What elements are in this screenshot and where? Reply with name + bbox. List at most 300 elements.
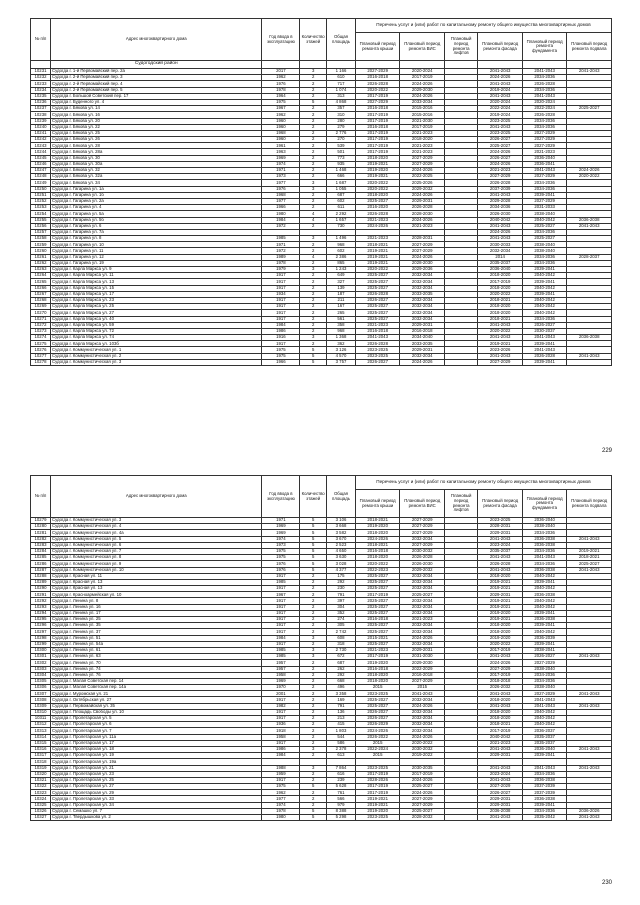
table-cell: 2019-2020 <box>355 168 400 174</box>
table-cell: 10318 <box>31 759 51 765</box>
table-cell: Судогда г. Карла Маркса ул. 40 <box>51 316 262 322</box>
table-cell: 2032-2034 <box>400 579 445 585</box>
header-area: Общая площадь <box>327 19 356 61</box>
table-cell: 2 <box>300 753 327 759</box>
table-cell: 10295 <box>31 617 51 623</box>
table-cell: 2020-2022 <box>478 641 523 647</box>
table-cell: Судогда г. Бякова ул. 22 <box>51 124 262 130</box>
table-cell: 2022-2024 <box>478 106 523 112</box>
table-cell: Судогда г. Бякова ул. 14 <box>51 106 262 112</box>
table-cell: 2019-2021 <box>355 802 400 808</box>
table-cell: 1969 <box>262 524 300 530</box>
table-cell: Судогда г. Гагарина ул. 4 <box>51 205 262 211</box>
table-cell: 2 <box>300 777 327 783</box>
table-cell: 2 <box>300 341 327 347</box>
table-cell: 10315 <box>31 740 51 746</box>
table-cell: 2027-2029 <box>522 174 567 180</box>
table-cell: 2026-2030 <box>400 561 445 567</box>
table-cell: 1917 <box>262 316 300 322</box>
table-cell: 1957 <box>262 660 300 666</box>
table-cell: 3 757 <box>327 359 356 365</box>
table-cell: 2024-2026 <box>400 635 445 641</box>
table-cell: 1973 <box>262 174 300 180</box>
table-cell: 2041-2043 <box>478 777 523 783</box>
table-cell: 2041-2043 <box>567 567 612 573</box>
table-cell: 2019-2020 <box>478 635 523 641</box>
table-cell: Судогда г. Карла Маркса ул. 13 <box>51 279 262 285</box>
table-cell: 501 <box>327 149 356 155</box>
table-cell: 2041-2043 <box>567 69 612 75</box>
table-cell: 3 670 <box>327 536 356 542</box>
table-cell: 3 126 <box>327 347 356 353</box>
table-cell: Судогда г. Красная ул. 13 <box>51 586 262 592</box>
table-cell: 10308 <box>31 697 51 703</box>
table-cell: 2025-2027 <box>355 304 400 310</box>
table-cell: Судогда г. Бякова ул. 20 <box>51 118 262 124</box>
table-cell: 175 <box>327 573 356 579</box>
table-cell: 10263 <box>31 267 51 273</box>
table-cell: 2 <box>300 722 327 728</box>
table-cell: 608 <box>327 635 356 641</box>
table-cell: 1984 <box>262 753 300 759</box>
table-cell: 2039-2041 <box>522 610 567 616</box>
table-cell: 2025-2027 <box>355 697 400 703</box>
table-cell: 2041-2043 <box>478 567 523 573</box>
table-cell: Судогда г. Пролетарская ул. 17 <box>51 740 262 746</box>
table-cell: 979 <box>327 802 356 808</box>
table-cell: 2019-2020 <box>355 660 400 666</box>
table-cell: 2031-2033 <box>522 205 567 211</box>
table-cell: 2027-2029 <box>355 69 400 75</box>
table-cell: 561 <box>327 316 356 322</box>
table-cell: 2027-2029 <box>400 518 445 524</box>
table-cell: Судогда г. Пролетарская ул. 25 <box>51 777 262 783</box>
table-cell: 602 <box>327 248 356 254</box>
table-cell: 292 <box>327 579 356 585</box>
header-floors: Количество этажей <box>300 476 327 518</box>
table-cell: 10314 <box>31 734 51 740</box>
table-cell: 2030-2035 <box>400 765 445 771</box>
table-cell: 167 <box>327 304 356 310</box>
table-cell: 2 <box>300 697 327 703</box>
table-cell: 2041-2043 <box>567 815 612 821</box>
table-cell: 2019-2020 <box>478 610 523 616</box>
table-cell: 2018-2018 <box>478 678 523 684</box>
table-cell: 2028-2031 <box>478 524 523 530</box>
table-cell: 2023-2025 <box>355 765 400 771</box>
table-cell: 2041-2043 <box>567 536 612 542</box>
table-cell: 5 <box>300 347 327 353</box>
table-cell: 10287 <box>31 567 51 573</box>
table-cell: 2024-2026 <box>478 161 523 167</box>
table-cell: 10323 <box>31 790 51 796</box>
table-cell: 5 <box>300 815 327 821</box>
table-cell: 1976 <box>262 567 300 573</box>
table-cell: 2029-2036 <box>400 267 445 273</box>
table-cell: 2036-2037 <box>522 728 567 734</box>
table-cell: 2022-2024 <box>355 746 400 752</box>
table-cell: 2015 <box>400 685 445 691</box>
table-cell: 1918 <box>262 728 300 734</box>
table-cell: 2026-2027 <box>355 709 400 715</box>
table-cell: 2041-2043 <box>478 81 523 87</box>
table-cell: 10279 <box>31 518 51 524</box>
header-year: Год ввода в эксплуатацию <box>262 476 300 518</box>
table-cell: 3 028 <box>327 561 356 567</box>
table-cell: 3 106 <box>327 518 356 524</box>
table-cell: 544 <box>327 734 356 740</box>
table-cell: Судогда г. Коммунистическая ул. 2 <box>51 353 262 359</box>
table-cell: 2034-2036 <box>522 229 567 235</box>
table-cell: 1917 <box>262 617 300 623</box>
table-cell: 2032-2034 <box>400 285 445 291</box>
table-cell: 2018-2020 <box>478 273 523 279</box>
table-cell: 3 <box>300 654 327 660</box>
table-cell: 1984 <box>262 635 300 641</box>
table-cell: 2030-2037 <box>522 328 567 334</box>
table-cell: 10259 <box>31 242 51 248</box>
table-cell: Судогда г. Бякова ул. 28 <box>51 143 262 149</box>
table-cell: 1980 <box>262 815 300 821</box>
table-cell: 2041-2043 <box>522 69 567 75</box>
table-cell: Судогда г. Бякова ул. 30а <box>51 161 262 167</box>
table-cell: 761 <box>327 790 356 796</box>
table-cell: 2017-2019 <box>478 279 523 285</box>
table-cell: 10235 <box>31 93 51 99</box>
table-cell: 1917 <box>262 697 300 703</box>
table-cell: 1917 <box>262 610 300 616</box>
table-cell: Судогда г. Малая Советская пер. 14 <box>51 678 262 684</box>
table-cell: Судогда г. Карла Маркса ул. 23 <box>51 297 262 303</box>
table-cell: 2026-2027 <box>522 654 567 660</box>
table-cell: 10300 <box>31 647 51 653</box>
table-cell: 2041-2043 <box>567 746 612 752</box>
table-cell: 2034-2036 <box>522 561 567 567</box>
table-cell: 1984 <box>262 217 300 223</box>
table-cell: 10292 <box>31 598 51 604</box>
table-cell: 2016-2018 <box>355 548 400 554</box>
table-cell: Судогда г. Октябрьская ул. 27 <box>51 697 262 703</box>
table-cell: 10284 <box>31 548 51 554</box>
table-cell: 2022-2029 <box>400 666 445 672</box>
table-cell: 2040-2042 <box>522 573 567 579</box>
table-cell: 2019-2021 <box>478 579 523 585</box>
table-cell: 2039-2041 <box>522 802 567 808</box>
table-cell: 2041-2043 <box>478 322 523 328</box>
table-cell: Судогда г. Большой Советский пер. 17 <box>51 93 262 99</box>
table-cell <box>444 359 477 365</box>
table-cell: 2017-2019 <box>355 130 400 136</box>
table-cell: 2027-2029 <box>400 524 445 530</box>
table-cell: 2032-2034 <box>400 316 445 322</box>
table-cell: 2039-2041 <box>522 579 567 585</box>
header-foundation: Плановый период ремонта фундамента <box>522 33 567 61</box>
table-cell: 2026-2028 <box>400 205 445 211</box>
table-cell: Судогда г. Первомайская ул. 35 <box>51 703 262 709</box>
table-cell: 2025-2027 <box>522 236 567 242</box>
table-cell: 2 <box>300 304 327 310</box>
table-cell: 2034-2036 <box>522 260 567 266</box>
table-cell: 2021-2023 <box>400 223 445 229</box>
table-cell: 2034-2036 <box>522 124 567 130</box>
table-cell: 10276 <box>31 347 51 353</box>
table-cell: 2024-2026 <box>400 703 445 709</box>
table-cell: 2025-2027 <box>355 285 400 291</box>
table-cell: 2021-2023 <box>400 130 445 136</box>
table-cell: 2026-2027 <box>355 716 400 722</box>
table-cell: Судогда г. Ленина ул. 35 <box>51 623 262 629</box>
table-cell: 2027-2029 <box>400 678 445 684</box>
table-cell: 2015-2016 <box>400 106 445 112</box>
table-cell: 2017-2019 <box>478 672 523 678</box>
table-cell: 3 <box>300 335 327 341</box>
table-cell: 10270 <box>31 310 51 316</box>
table-cell: Судогда г. Коммунистическая ул. 5 <box>51 536 262 542</box>
table-cell: 2025-2027 <box>567 561 612 567</box>
table-cell: 10242 <box>31 137 51 143</box>
table-cell: 10272 <box>31 322 51 328</box>
table-cell: 2024-2026 <box>567 168 612 174</box>
table-cell: 791 <box>327 592 356 598</box>
table-cell: 2041-2043 <box>522 765 567 771</box>
table-cell: 2041-2043 <box>567 765 612 771</box>
table-cell: Судогда г. Ленина ул. 54а <box>51 641 262 647</box>
table-cell: 2032-2034 <box>400 610 445 616</box>
table-cell: 2041-2043 <box>522 168 567 174</box>
table-cell: 1988 <box>262 765 300 771</box>
table-cell: 10260 <box>31 248 51 254</box>
table-cell: 2036-2038 <box>522 592 567 598</box>
table-cell: 2029-2031 <box>400 322 445 328</box>
table-cell: 2019-2021 <box>478 604 523 610</box>
header-facade: Плановый период ремонта фасада <box>478 490 523 518</box>
table-cell: Судогда г. Пролетарская ул. 11а <box>51 734 262 740</box>
table-cell: 4 650 <box>327 548 356 554</box>
table-cell: 2018-2020 <box>478 623 523 629</box>
table-cell: 10316 <box>31 746 51 752</box>
table-cell: 2032-2034 <box>478 248 523 254</box>
table-cell: 2040-2042 <box>522 310 567 316</box>
header-year: Год ввода в эксплуатацию <box>262 19 300 61</box>
table-cell: 211 <box>327 297 356 303</box>
table-cell: 1917 <box>262 716 300 722</box>
table-cell: 1960 <box>262 137 300 143</box>
table-cell: 10250 <box>31 186 51 192</box>
table-cell: Судогда г. Коммунистическая ул. 3 <box>51 359 262 365</box>
table-header <box>31 19 612 61</box>
table-cell: 10236 <box>31 99 51 105</box>
table-cell: 2025-2027 <box>355 310 400 316</box>
table-cell: 1917 <box>262 279 300 285</box>
table-cell: 2036-2026 <box>567 808 612 814</box>
table-cell: 566 <box>327 796 356 802</box>
table-cell: 2036-2039 <box>522 635 567 641</box>
table-cell: 1985 <box>262 236 300 242</box>
table-cell: 1971 <box>262 168 300 174</box>
table-cell: 1982 <box>262 703 300 709</box>
table-cell: 672 <box>327 654 356 660</box>
table-cell: 2018-2021 <box>355 518 400 524</box>
table-cell: 2 <box>300 161 327 167</box>
table-cell: 1967 <box>262 106 300 112</box>
table-cell: 2034-2036 <box>522 316 567 322</box>
table-cell: 10244 <box>31 149 51 155</box>
table-cell: 5 <box>300 99 327 105</box>
table-cell: 2027-2029 <box>522 137 567 143</box>
table-cell: Судогда г. Бякова ул. 32 <box>51 168 262 174</box>
table-cell: Судогда г. Карла Маркса ул. 25 <box>51 304 262 310</box>
table-cell: 1 687 <box>327 180 356 186</box>
table-cell: 10241 <box>31 130 51 136</box>
header-address: Адрес многоквартирного дома <box>51 19 262 61</box>
table-cell: Судогда г. Гагарина ул. 8 <box>51 236 262 242</box>
table-cell: 2035-2037 <box>478 548 523 554</box>
table-cell: 10285 <box>31 555 51 561</box>
table-cell: Судогда г. Бякова ул. 30 <box>51 155 262 161</box>
table-cell: 2025-2027 <box>355 279 400 285</box>
table-cell: 2032-2034 <box>400 623 445 629</box>
table-cell: 2024-2026 <box>478 149 523 155</box>
table-cell: 2020-2022 <box>355 267 400 273</box>
table-cell: 2032-2034 <box>400 604 445 610</box>
table-cell: Судогда г. Пролетарская ул. 23 <box>51 771 262 777</box>
table-cell: 2037-2039 <box>478 186 523 192</box>
table-cell: 1976 <box>262 561 300 567</box>
table-cell: 239 <box>327 777 356 783</box>
table-cell: 2021-2023 <box>400 143 445 149</box>
document-page-229 <box>30 18 612 454</box>
table-cell: 2041-2043 <box>478 192 523 198</box>
table-cell: 2027-2029 <box>522 660 567 666</box>
table-cell: 2019-2021 <box>355 254 400 260</box>
table-cell: 3 <box>300 186 327 192</box>
table-cell: Судогда г. Коммунистическая ул. 3 <box>51 518 262 524</box>
table-cell: 2023-2025 <box>355 353 400 359</box>
table-cell: 2034-2036 <box>522 180 567 186</box>
table-cell: Судогда г. Карла Маркса ул. 72 <box>51 328 262 334</box>
table-cell: 1917 <box>262 297 300 303</box>
page-number: 229 <box>601 448 612 454</box>
table-cell: 2032-2034 <box>400 273 445 279</box>
table-cell: 2 <box>300 573 327 579</box>
table-cell: 2018-2020 <box>355 678 400 684</box>
table-cell: 2041-2043 <box>567 654 612 660</box>
table-cell: 10257 <box>31 229 51 235</box>
table-cell: 2039-2041 <box>522 341 567 347</box>
table-cell: 2020-2022 <box>355 186 400 192</box>
table-cell: 2033-2035 <box>400 341 445 347</box>
table-cell: 2041-2043 <box>478 765 523 771</box>
table-cell: 2036-2038 <box>522 567 567 573</box>
table-cell: 3 <box>300 267 327 273</box>
table-cell: 10278 <box>31 359 51 365</box>
table-cell: Судогда г. Карла Маркса ул. 27 <box>51 310 262 316</box>
table-cell: 2036-2038 <box>522 796 567 802</box>
table-cell: 2041-2043 <box>567 691 612 697</box>
table-cell: 2 <box>300 285 327 291</box>
table-cell: 2027-2029 <box>522 691 567 697</box>
table-cell: 2 <box>300 223 327 229</box>
table-cell: 2031-2030 <box>400 654 445 660</box>
table-cell: 2027-2029 <box>522 130 567 136</box>
table-cell: 2028-2030 <box>400 260 445 266</box>
table-cell: 2038-2040 <box>522 242 567 248</box>
table-cell: Судогда г. Гагарина ул. 2а <box>51 198 262 204</box>
repair-schedule-table <box>30 18 612 366</box>
table-cell: 2020-2022 <box>355 561 400 567</box>
table-cell: 2017-2019 <box>355 112 400 118</box>
table-cell: 2041-2043 <box>522 697 567 703</box>
table-row <box>31 359 612 365</box>
table-cell: 2017-2019 <box>355 771 400 777</box>
table-cell: 1917 <box>262 586 300 592</box>
table-cell: 2034-2036 <box>522 186 567 192</box>
table-cell: 2018-2020 <box>478 304 523 310</box>
table-cell: Судогда г. Малая Советская пер. 14а <box>51 685 262 691</box>
table-cell: 2040-2042 <box>522 629 567 635</box>
table-cell: 2024-2026 <box>355 728 400 734</box>
table-cell: 2 <box>300 273 327 279</box>
table-cell: 10327 <box>31 815 51 821</box>
table-cell: 2 <box>300 93 327 99</box>
table-cell: 2016-2018 <box>355 106 400 112</box>
table-cell: 10252 <box>31 198 51 204</box>
table-cell: 10281 <box>31 530 51 536</box>
table-cell: 2024-2026 <box>478 75 523 81</box>
table-cell: 5 <box>300 530 327 536</box>
table-cell: 2037-2039 <box>522 790 567 796</box>
table-cell: 2025-2027 <box>522 223 567 229</box>
table-cell: Судогда г. Ленина ул. 70 <box>51 660 262 666</box>
table-cell: 2036-2040 <box>522 518 567 524</box>
table-cell: 2 386 <box>327 254 356 260</box>
table-row <box>31 815 612 821</box>
table-cell: 2019-2021 <box>478 617 523 623</box>
table-cell: 1986 <box>262 328 300 334</box>
table-cell: 10267 <box>31 291 51 297</box>
table-cell: 2015-2021 <box>355 635 400 641</box>
table-cell: 2029-2031 <box>478 796 523 802</box>
table-cell: 1962 <box>262 75 300 81</box>
table-cell: 2034-2036 <box>522 118 567 124</box>
table-cell: 10288 <box>31 573 51 579</box>
table-cell: Судогда г. Пролетарская ул. 33 <box>51 796 262 802</box>
table-cell: 2027-2029 <box>478 359 523 365</box>
table-cell: 496 <box>327 685 356 691</box>
table-cell: Судогда г. 2-й Первомайский пер. 4 <box>51 81 262 87</box>
table-cell: 5 <box>300 548 327 554</box>
table-cell: 2017-2019 <box>478 647 523 653</box>
table-cell: 2026-2027 <box>355 359 400 365</box>
table-cell: 1975 <box>262 784 300 790</box>
header-basement: Плановый период ремонта подвала <box>567 490 612 518</box>
table-cell: 2 <box>300 310 327 316</box>
table-cell: 10297 <box>31 629 51 635</box>
table-cell: 2019-2022 <box>400 753 445 759</box>
table-cell: 687 <box>327 192 356 198</box>
table-cell: 2039-2041 <box>522 753 567 759</box>
table-cell: 1917 <box>262 629 300 635</box>
table-cell: 791 <box>327 703 356 709</box>
table-cell: 2019-2024 <box>478 87 523 93</box>
table-cell: 2 <box>300 629 327 635</box>
table-cell: Судогда г. Карла Маркса ул. 11 <box>51 273 262 279</box>
table-cell: Судогда г. Коммунистическая ул. 10 <box>51 567 262 573</box>
table-cell: 139 <box>327 285 356 291</box>
table-cell: 10309 <box>31 703 51 709</box>
table-cell: 2036-2040 <box>478 267 523 273</box>
table-cell: 2018-2020 <box>400 137 445 143</box>
